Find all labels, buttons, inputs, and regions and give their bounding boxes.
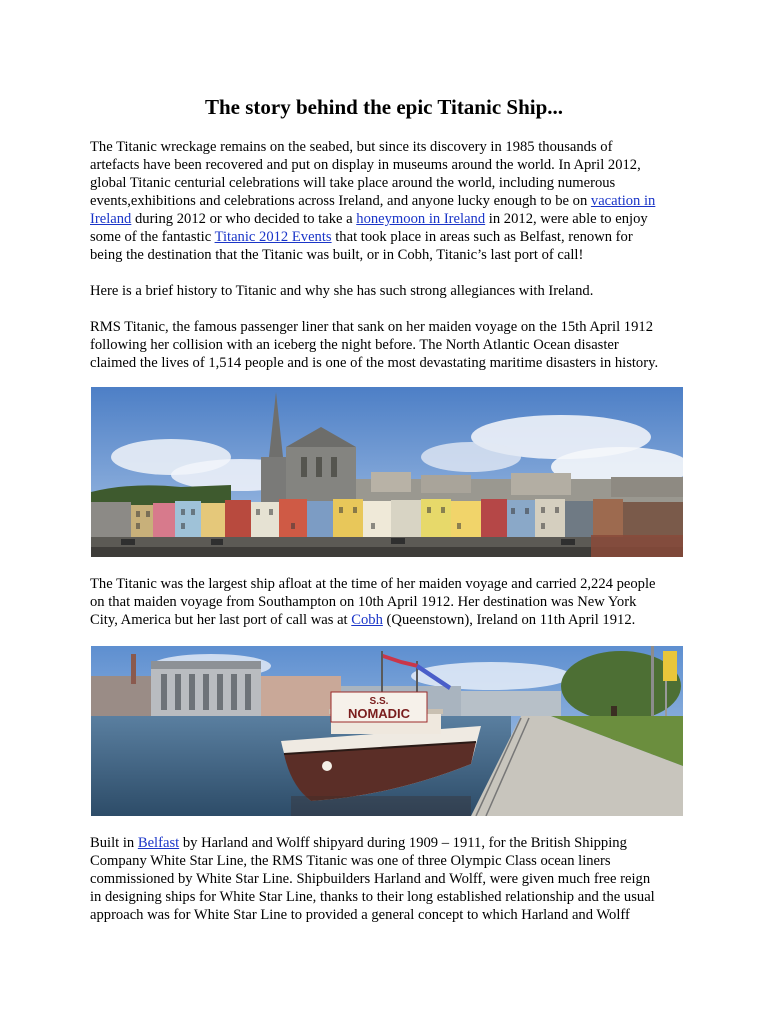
link-belfast[interactable]: Belfast (137, 835, 180, 851)
ss-nomadic-photo (91, 646, 683, 816)
text-line: being the destination that the Titanic was built, or in Cobh, Titanic’s last port of call! (90, 247, 584, 263)
ship-sign-line2: NOMADIC (347, 706, 411, 721)
history-intro-paragraph (90, 282, 690, 300)
text-line: City, America but her last port of call was at Cobh (Queenstown), Ireland on 11th April 1912. (90, 612, 636, 628)
text-line: events,exhibitions and celebrations across Ireland, and anyone lucky enough to be on vacation in (90, 193, 656, 209)
text-line: artefacts have been recovered and put on display in museums around the world. In April 2012, (90, 157, 641, 173)
text-line: Here is a brief history to Titanic and why she has such strong allegiances with Ireland. (90, 283, 594, 299)
text-line: The Titanic was the largest ship afloat at the time of her maiden voyage and carried 2,224 people (90, 576, 656, 592)
link-vacation-in-ireland-cont[interactable]: Ireland (90, 211, 132, 227)
link-honeymoon-in-ireland[interactable]: honeymoon in Ireland (356, 211, 486, 227)
cobh-waterfront-photo (91, 387, 683, 557)
link-cobh[interactable]: Cobh (351, 612, 383, 628)
largest-ship-paragraph (90, 575, 690, 629)
text-line: claimed the lives of 1,514 people and is one of the most devastating maritime disasters in history. (90, 355, 659, 371)
text-line: commissioned by White Star Line. Shipbuilders Harland and Wolff, were given much free reign (90, 871, 651, 887)
ship-sign-line1: S.S. (369, 696, 389, 707)
text-line: Ireland during 2012 or who decided to take a honeymoon in Ireland in 2012, were able to enjoy (90, 211, 648, 227)
text-line: some of the fantastic Titanic 2012 Events that took place in areas such as Belfast, renown for (90, 229, 633, 245)
intro-paragraph (90, 138, 690, 264)
text-line: The Titanic wreckage remains on the seabed, but since its discovery in 1985 thousands of (90, 139, 613, 155)
text-line: Built in Belfast by Harland and Wolff shipyard during 1909 – 1911, for the British Shipping (90, 835, 627, 851)
text-line: approach was for White Star Line to provided a general concept to which Harland and Wolff (90, 907, 630, 923)
link-vacation-in-ireland[interactable]: vacation in (590, 193, 656, 209)
text-line: RMS Titanic, the famous passenger liner that sank on her maiden voyage on the 15th April 1912 (90, 319, 653, 335)
text-line: following her collision with an iceberg the night before. The North Atlantic Ocean disaster (90, 337, 619, 353)
text-line: global Titanic centurial celebrations will take place around the world, including numerous (90, 175, 616, 191)
link-titanic-2012-events[interactable]: Titanic 2012 Events (214, 229, 332, 245)
page-title: The story behind the epic Titanic Ship... (204, 95, 564, 119)
built-in-belfast-paragraph (90, 834, 690, 924)
text-line: in designing ships for White Star Line, thanks to their long established relationship and the usual (90, 889, 655, 905)
text-line: on that maiden voyage from Southampton on 10th April 1912. Her destination was New York (90, 594, 637, 610)
rms-titanic-paragraph (90, 318, 690, 372)
text-line: Company White Star Line, the RMS Titanic was one of three Olympic Class ocean liners (90, 853, 611, 869)
